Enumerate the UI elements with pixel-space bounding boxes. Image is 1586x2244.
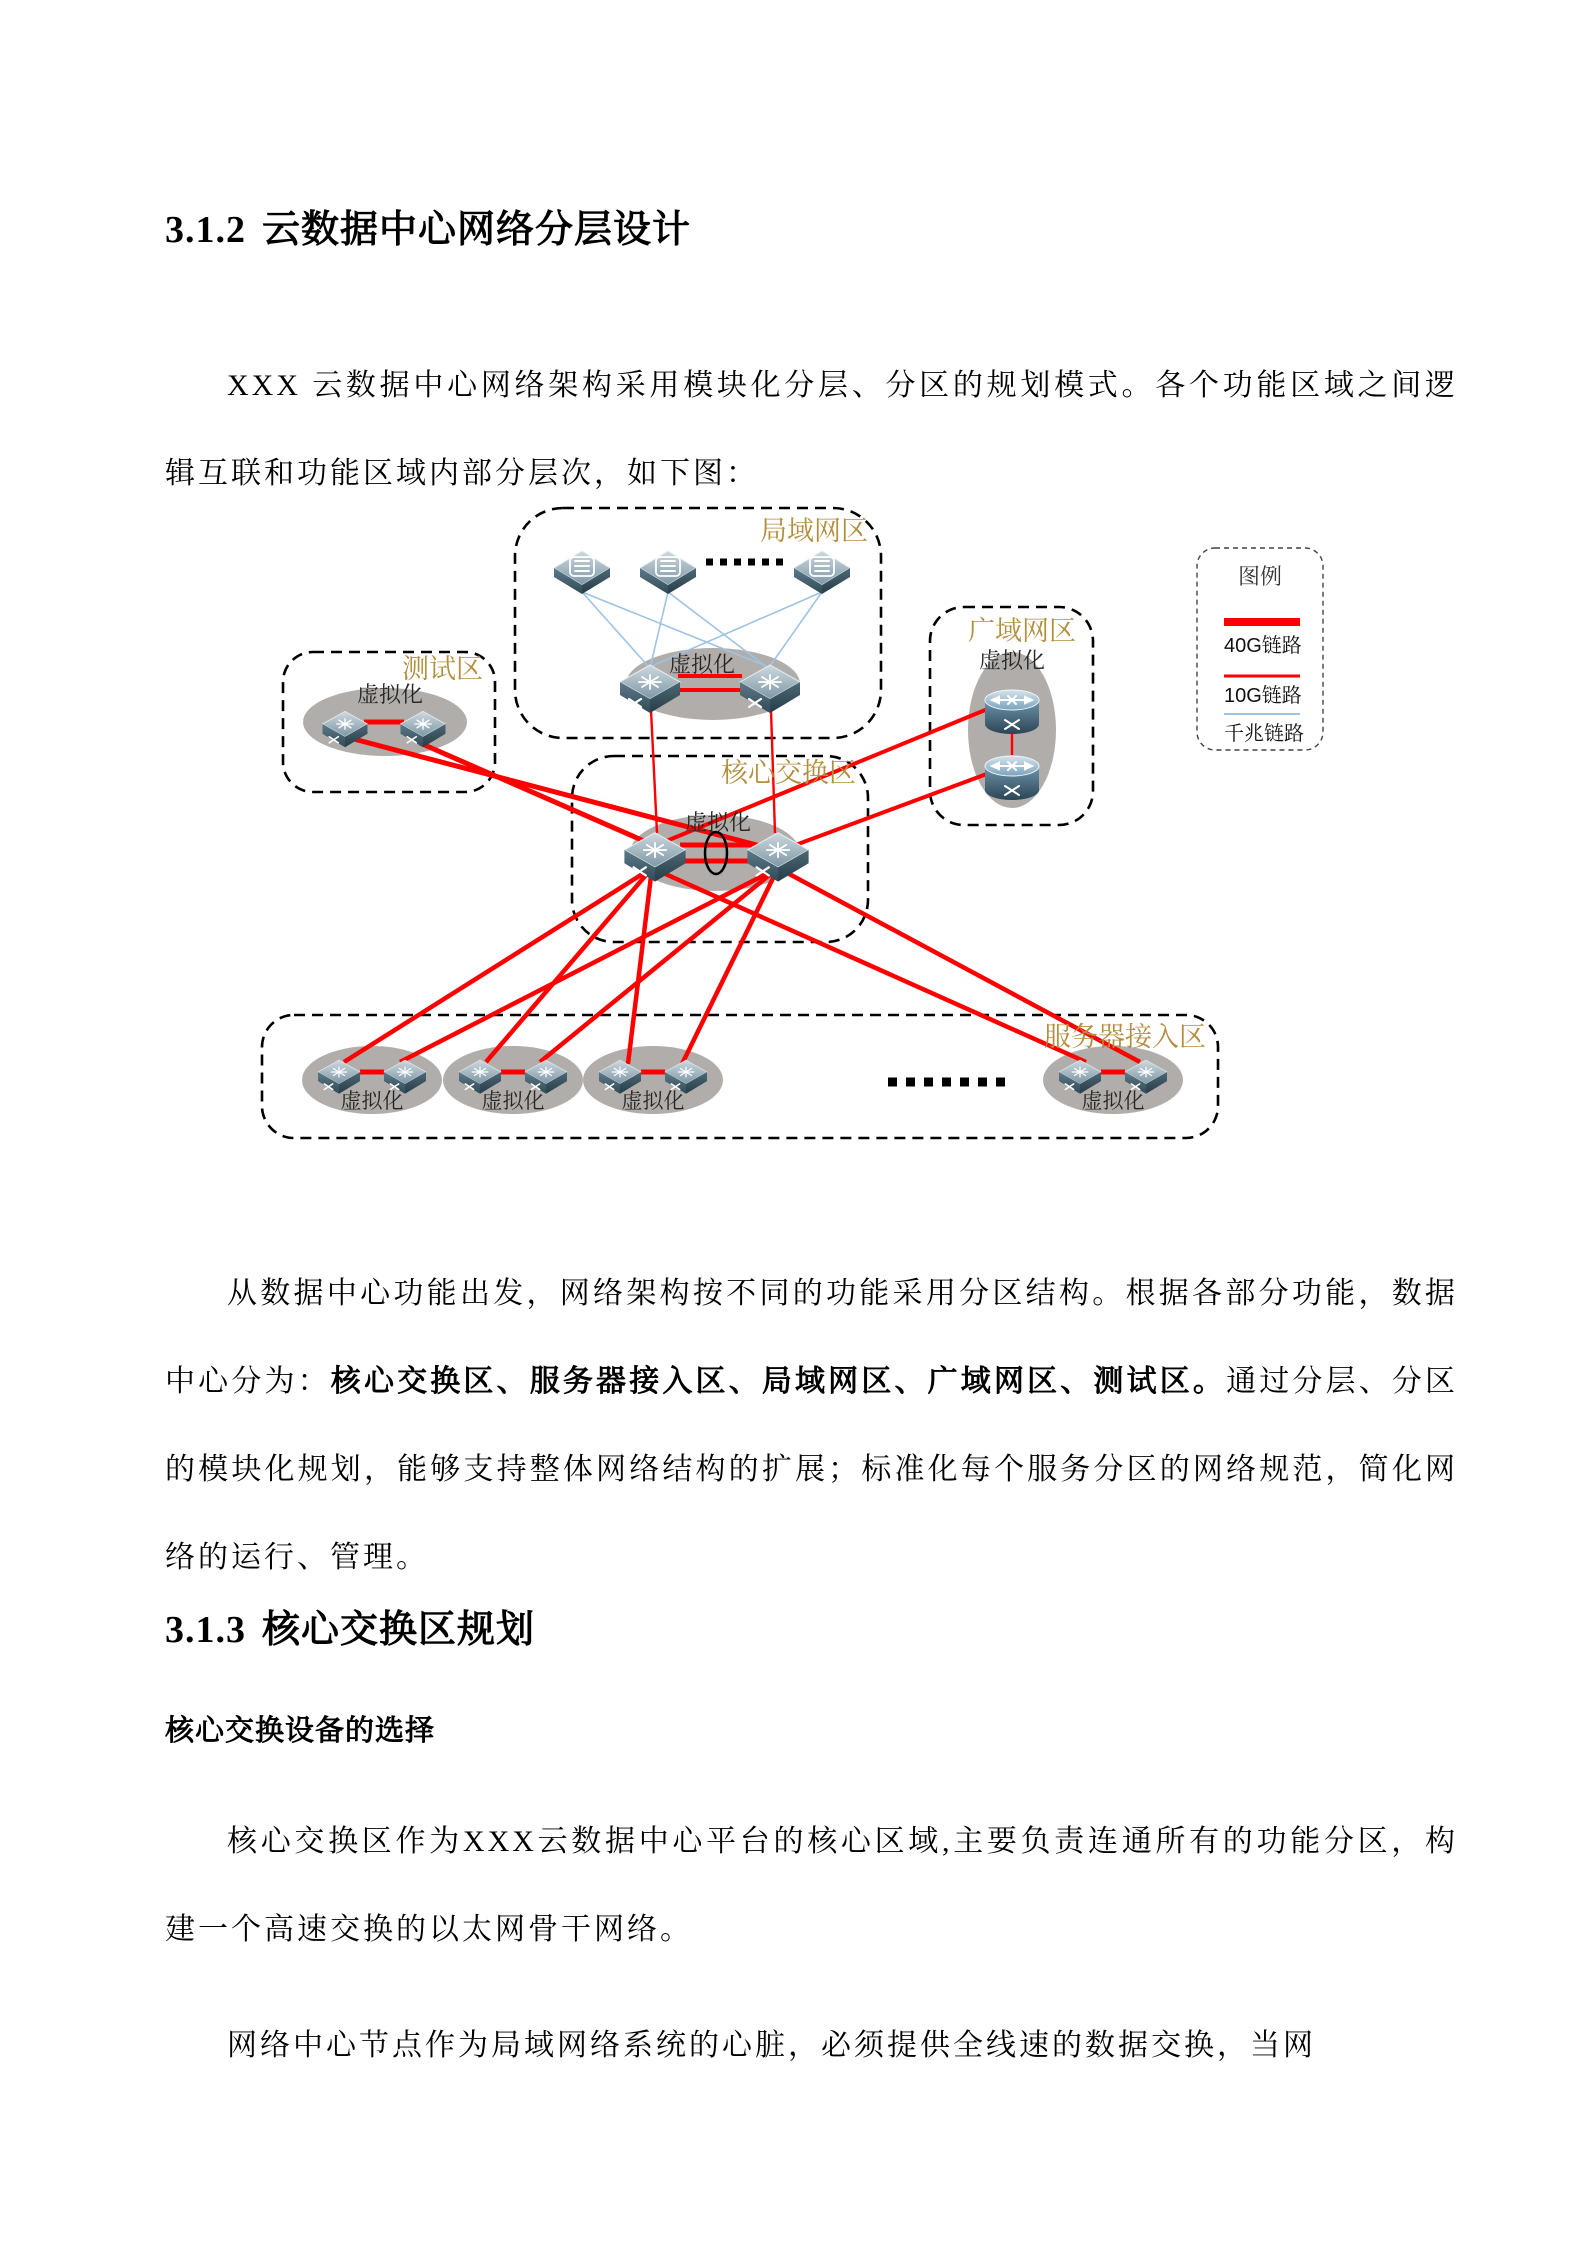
virtualization-label: 虚拟化 xyxy=(1081,1089,1145,1113)
wan-zone-label: 广域网区 xyxy=(968,616,1076,646)
virtualization-label: 虚拟化 xyxy=(621,1089,685,1113)
paragraph-core-zone: 核心交换区作为XXX云数据中心平台的核心区域,主要负责连通所有的功能分区，构建一个高速交换的以太网骨干网络。 xyxy=(165,1825,1458,1946)
section-heading-313 xyxy=(165,1598,535,1653)
lan-access-switches xyxy=(554,551,850,594)
virtualization-label: 虚拟化 xyxy=(340,1089,404,1113)
section-number: 3.1.2 xyxy=(165,209,246,251)
section-number: 3.1.3 xyxy=(165,1609,246,1651)
section-heading-312 xyxy=(165,198,691,253)
router-icon xyxy=(985,756,1039,800)
legend-title: 图例 xyxy=(1237,564,1283,589)
section-title: 核心交换区规划 xyxy=(262,1609,536,1651)
legend-gigabit-label: 千兆链路 xyxy=(1224,723,1304,745)
partition-text-pre: 从数据中心功能出发，网络架构按不同的功能采用分区结构。根据各部分功能，数据中心分为： xyxy=(165,1277,1458,1398)
virtualization-label: 虚拟化 xyxy=(356,682,424,707)
partition-text-post: 通过分层、分区的模块化规划，能够支持整体网络结构的扩展；标准化每个服务分区的网络规范，简化网络的运行、管理。 xyxy=(165,1365,1459,1574)
virtualization-label: 虚拟化 xyxy=(481,1089,545,1113)
paragraph-intro: XXX 云数据中心网络架构采用模块化分层、分区的规划模式。各个功能区域之间逻辑互联和功能区域内部分层次，如下图： xyxy=(165,369,1458,490)
router-icon xyxy=(985,690,1039,734)
virtualization-label: 虚拟化 xyxy=(978,648,1046,673)
paragraph-partition xyxy=(165,1250,1458,1602)
test-zone-label: 测试区 xyxy=(402,654,483,684)
virtualization-label: 虚拟化 xyxy=(668,652,736,677)
legend xyxy=(1224,564,1304,745)
partition-zone-list-bold: 核心交换区、服务器接入区、局域网区、广域网区、测试区。 xyxy=(330,1365,1227,1398)
switch-icon xyxy=(794,551,850,594)
legend-40g-label: 40G链路 xyxy=(1224,635,1302,657)
paragraph-network-node: 网络中心节点作为局域网络系统的心脏，必须提供全线速的数据交换，当网 xyxy=(227,2029,1316,2062)
switch-icon xyxy=(640,551,696,594)
subheading-core-device: 核心交换设备的选择 xyxy=(165,1715,436,1747)
lan-zone-label: 局域网区 xyxy=(760,516,868,546)
network-architecture-diagram xyxy=(228,496,1348,1146)
legend-10g-label: 10G链路 xyxy=(1224,685,1302,707)
server-zone-label: 服务器接入区 xyxy=(1044,1022,1206,1052)
virtualization-label: 虚拟化 xyxy=(684,810,752,835)
switch-icon xyxy=(554,551,610,594)
core-zone-label: 核心交换区 xyxy=(721,758,856,788)
section-title: 云数据中心网络分层设计 xyxy=(262,209,692,251)
